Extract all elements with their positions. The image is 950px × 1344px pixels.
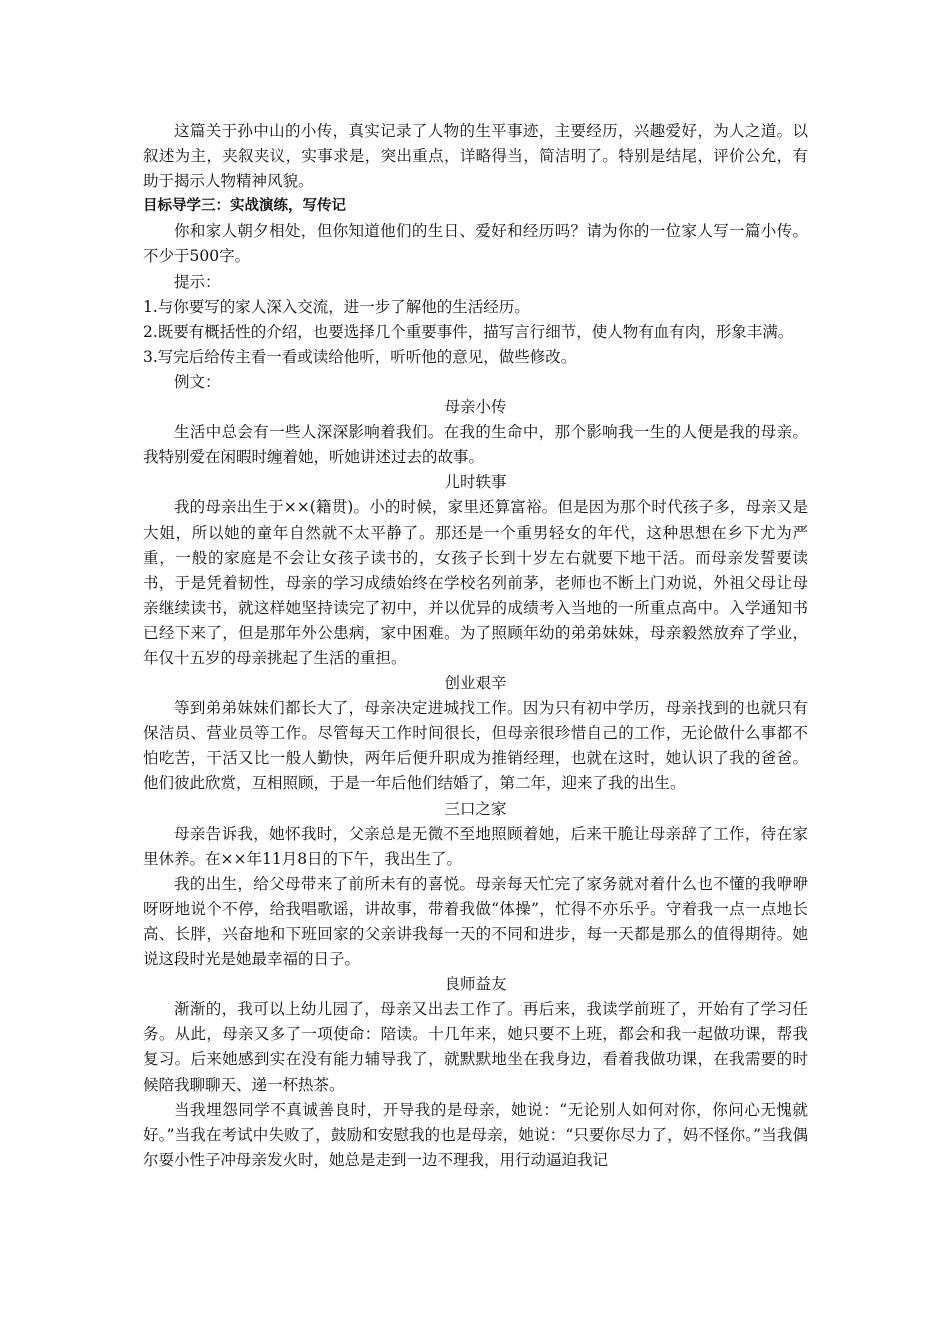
intro-commentary-paragraph: 这篇关于孙中山的小传，真实记录了人物的生平事迹，主要经历，兴趣爱好，为人之道。以叙述为主，夹叙夹议，实事求是，突出重点，详略得当，简洁明了。特别是结尾，评价公允，有助于揭示人物精神风貌。	[143, 122, 808, 191]
family-paragraph-1: 母亲告诉我，她怀我时，父亲总是无微不至地照顾着她，后来干脆让母亲辞了工作，待在家里休养。在××年11月8日的下午，我出生了。	[143, 824, 808, 868]
subheading-mentor: 良师益友	[444, 975, 507, 994]
example-title: 母亲小传	[444, 398, 507, 417]
hint-item-1: 1.与你要写的家人深入交流，进一步了解他的生活经历。	[143, 297, 530, 316]
section-heading: 目标导学三：实战演练，写传记	[143, 198, 346, 215]
subheading-childhood: 儿时轶事	[444, 473, 507, 492]
subheading-career: 创业艰辛	[444, 674, 507, 693]
career-paragraph: 等到弟弟妹妹们都长大了，母亲决定进城找工作。因为只有初中学历，母亲找到的也就只有保洁员、营业员等工作。尽管每天工作时间很长，但母亲很珍惜自己的工作，无论做什么事都不怕吃苦，干活又比一般人勤快，两年后便升职成为推销经理，也就在这时，她认识了我的爸爸。他们彼此欣赏，互相照顾，于是一年后他们结婚了，第二年，迎来了我的出生。	[143, 699, 808, 793]
hint-item-2: 2.既要有概括性的介绍，也要选择几个重要事件，描写言行细节，使人物有血有肉，形象丰满。	[143, 322, 794, 341]
example-label: 例文：	[174, 372, 221, 391]
mentor-paragraph-2: 当我埋怨同学不真诚善良时，开导我的是母亲，她说：“无论别人如何对你，你问心无愧就好。”当我在考试中失败了，鼓励和安慰我的也是母亲，她说：“只要你尽力了，妈不怪你。”当我偶尔耍小性子冲母亲发火时，她总是走到一边不理我，用行动逼迫我记	[143, 1100, 808, 1169]
task-paragraph: 你和家人朝夕相处，但你知道他们的生日、爱好和经历吗？请为你的一位家人写一篇小传。不少于500字。	[143, 222, 808, 266]
childhood-paragraph: 我的母亲出生于××(籍贯)。小的时候，家里还算富裕。但是因为那个时代孩子多，母亲又是大姐，所以她的童年自然就不太平静了。那还是一个重男轻女的年代，这种思想在乡下尤为严重，一般的家庭是不会让女孩子读书的，女孩子长到十岁左右就要下地干活。而母亲发誓要读书，于是凭着韧性，母亲的学习成绩始终在学校名列前茅，老师也不断上门劝说，外祖父母让母亲继续读书，就这样她坚持读完了初中，并以优异的成绩考入当地的一所重点高中。入学通知书已经下来了，但是那年外公患病，家中困难。为了照顾年幼的弟弟妹妹，母亲毅然放弃了学业，年仅十五岁的母亲挑起了生活的重担。	[143, 498, 808, 667]
mentor-paragraph-1: 渐渐的，我可以上幼儿园了，母亲又出去工作了。再后来，我读学前班了，开始有了学习任务。从此，母亲又多了一项使命：陪读。十几年来，她只要不上班，都会和我一起做功课，帮我复习。后来她感到实在没有能力辅导我了，就默默地坐在我身边，看着我做功课，在我需要的时候陪我聊聊天、递一杯热茶。	[143, 1000, 808, 1094]
hint-label: 提示：	[174, 272, 221, 291]
family-paragraph-2: 我的出生，给父母带来了前所未有的喜悦。母亲每天忙完了家务就对着什么也不懂的我咿咿呀呀地说个不停，给我唱歌谣，讲故事，带着我做“体操”，忙得不亦乐乎。守着我一点一点地长高、长胖，兴奋地和下班回家的父亲讲我每一天的不同和进步，每一天都是那么的值得期待。她说这段时光是她最幸福的日子。	[143, 874, 808, 969]
document-page	[143, 119, 808, 1173]
subheading-family: 三口之家	[444, 799, 507, 818]
example-opening-paragraph: 生活中总会有一些人深深影响着我们。在我的生命中，那个影响我一生的人便是我的母亲。我特别爱在闲暇时缠着她，听她讲述过去的故事。	[143, 423, 808, 467]
hint-item-3: 3.写完后给传主看一看或读给他听，听听他的意见，做些修改。	[143, 347, 577, 366]
